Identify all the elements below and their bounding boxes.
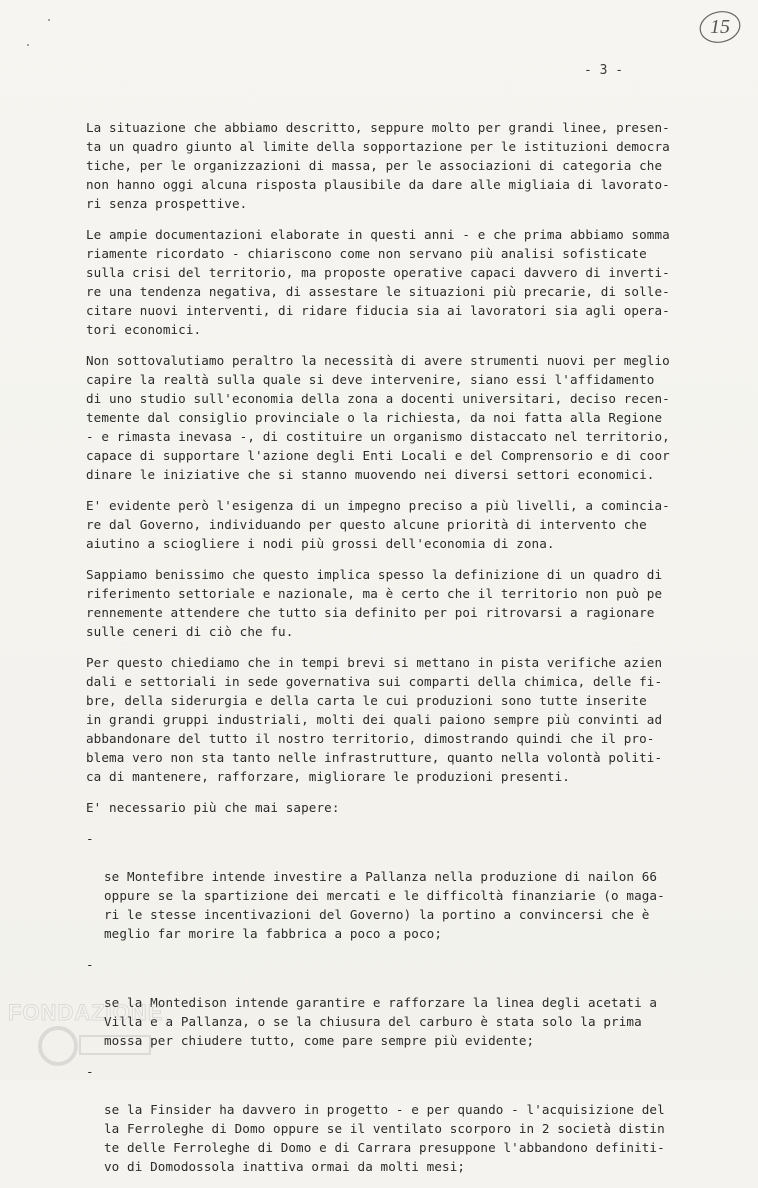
watermark-logo-icon [36,1024,156,1074]
list-item-text: se la Montedison intende garantire e rafforzare la linea degli acetati a Villa e a Pallanza, o se la chiusura del carburo è stata solo la prima mossa per chiudere tutto, come pare sempre più evidente; [104,995,658,1048]
paragraph-6: Per questo chiediamo che in tempi brevi si mettano in pista verifiche azien dali e settoriali in sede governativa sui comparti della chimica, delle fi- bre, della siderurgia e della carta le cui produzioni sono tutte inserite in grandi gruppi industriali, molti dei quali paiono sempre più convinti ad abbandonare del tutto il nostro territorio, dimostrando quindi che il pro- blema vero non sta tanto nelle infrastrutture, quanto nella volontà politi- ca di mantenere, rafforzare, migliorare le produzioni presenti. [86,655,663,784]
stamp-number: 15 [710,15,730,38]
list-marker: - [86,957,94,972]
list-item-3 [86,1062,686,1176]
list-item-text: se Montefibre intende investire a Pallanza nella produzione di nailon 66 oppure se la spartizione dei mercati e le difficoltà finanziarie (o maga- ri le stesse incentivazioni del Governo) la portino a convincersi che è meglio far morire la fabbrica a poco a poco; [104,869,665,941]
paragraph-7: E' necessario più che mai sapere: [86,800,340,815]
page-number: - 3 - [584,63,624,78]
paragraph-4: E' evidente però l'esigenza di un impegno preciso a più livelli, a comincia- re dal Governo, individuando per questo alcune priorità di intervento che aiutino a sciogliere i nodi più grossi dell'economia di zona. [86,498,670,551]
paper-speck [27,44,29,46]
paragraph-3: Non sottovalutiamo peraltro la necessità di avere strumenti nuovi per meglio capire la realtà sulla quale si deve intervenire, siano essi l'affidamento di uno studio sull'economia della zona a docenti universitari, deciso recen- temente dal consiglio provinciale o la richiesta, da noi fatta alla Regione - e rimasta inevasa -, di costituire un organismo distaccato nel territorio, capace di supportare l'azione degli Enti Locali e del Comprensorio e di coor dinare le iniziative che si stanno muovendo nei diversi settori economici. [86,353,670,482]
paper-speck [48,19,50,21]
foundation-watermark [8,996,198,1076]
archive-stamp [697,8,743,46]
paragraph-5: Sappiamo benissimo che questo implica spesso la definizione di un quadro di riferimento settoriale e nazionale, ma è certo che il territorio non può pe rennemente attendere che tutto sia definito per poi ritrovarsi a ragionare sulle ceneri di ciò che fu. [86,567,663,639]
list-item-1 [86,829,686,943]
list-marker: - [86,831,94,846]
list-item-text: se la Finsider ha davvero in progetto - e per quando - l'acquisizione del la Ferroleghe di Domo oppure se il ventilato scorporo in 2 società distin te delle Ferroleghe di Domo e di Carrara presuppone l'abbandono definiti- vo di Domodossola inattiva ormai da molti mesi; [104,1102,665,1174]
watermark-text: FONDAZIONE [8,1000,164,1025]
paragraph-1: La situazione che abbiamo descritto, seppure molto per grandi linee, presen- ta un quadro giunto al limite della sopportazione per le istituzioni democra tiche, per le organizzazioni di massa, per le associazioni di categoria che non hanno oggi alcuna risposta plausibile da dare alle migliaia di lavorato- ri senza prospettive. [86,120,670,211]
list-marker: - [86,1064,94,1079]
paragraph-2: Le ampie documentazioni elaborate in questi anni - e che prima abbiamo somma riamente ricordato - chiariscono come non servano più analisi sofisticate sulla crisi del territorio, ma proposte operative capaci davvero di inverti- re una tendenza negativa, di assestare le situazioni più precarie, di solle- citare nuovi interventi, di ridare fiducia sia ai lavoratori sia agli opera- tori economici. [86,227,670,337]
